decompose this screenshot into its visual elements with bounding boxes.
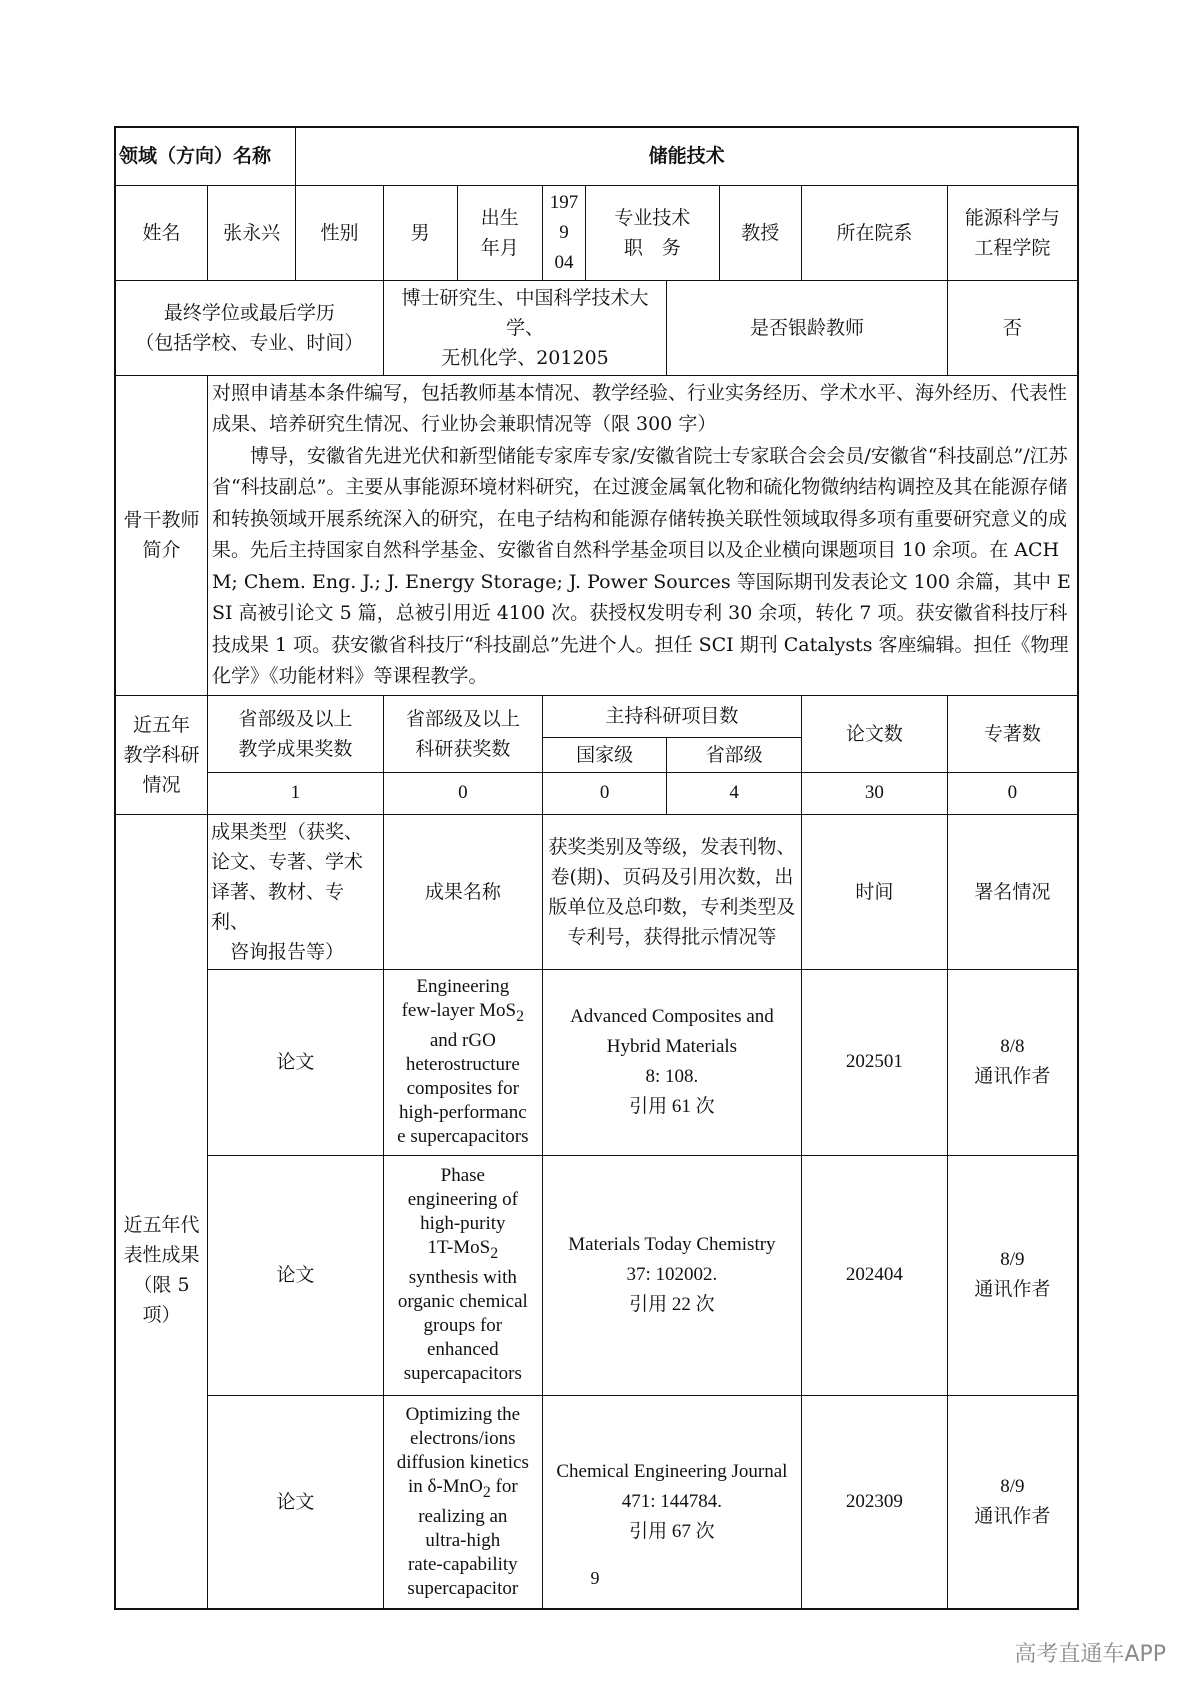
paper-count: 30: [801, 772, 947, 814]
projects-header: 主持科研项目数: [542, 695, 801, 737]
books-header: 专著数: [947, 695, 1078, 772]
profile-row: [115, 185, 1078, 280]
degree-value: 博士研究生、中国科学技术大学、 无机化学、201205: [383, 280, 667, 375]
achievement-detail: Advanced Composites and Hybrid Materials 8: 108. 引用 61 次: [542, 969, 801, 1155]
silver-teacher-value: 否: [947, 280, 1078, 375]
national-project-count: 0: [542, 772, 666, 814]
stats-label: 近五年 教学科研 情况: [115, 695, 207, 814]
title-value: 教授: [719, 185, 801, 280]
achievement-detail: Chemical Engineering Journal 471: 144784. 引用 67 次: [542, 1395, 801, 1609]
intro-row: [115, 375, 1078, 695]
name-label: 姓名: [115, 185, 207, 280]
field-label: 领域（方向）名称: [115, 127, 296, 185]
name-value: 张永兴: [207, 185, 295, 280]
gender-value: 男: [383, 185, 457, 280]
achievement-sign-header: 署名情况: [947, 814, 1078, 969]
silver-teacher-label: 是否银龄教师: [667, 280, 948, 375]
page-number: 9: [590, 1568, 600, 1588]
application-form-table: [114, 126, 1079, 1610]
achievements-header-row: [115, 814, 1078, 969]
intro-instruction: 对照申请基本条件编写，包括教师基本情况、教学经验、行业实务经历、学术水平、海外经历、代表性成果、培养研究生情况、行业协会兼职情况等（限 300 字）: [211, 381, 1067, 435]
title-label: 专业技术 职 务: [586, 185, 720, 280]
research-award-count: 0: [383, 772, 542, 814]
dept-value: 能源科学与 工程学院: [947, 185, 1078, 280]
achievement-time: 202501: [801, 969, 947, 1155]
achievement-sign: 8/9 通讯作者: [947, 1155, 1078, 1395]
book-count: 0: [947, 772, 1078, 814]
stats-header-row: [115, 695, 1078, 737]
achievement-sign: 8/9 通讯作者: [947, 1395, 1078, 1609]
achievement-row: [115, 1155, 1078, 1395]
achievement-name: Engineering few-layer MoS$_2$ and rGO heterostructure composites for high-performanc e supercapacitors: [383, 969, 542, 1155]
achievement-type: 论文: [207, 969, 383, 1155]
achievement-detail: Materials Today Chemistry 37: 102002. 引用 22 次: [542, 1155, 801, 1395]
provincial-header: 省部级: [667, 737, 802, 772]
stats-values-row: [115, 772, 1078, 814]
achievement-type: 论文: [207, 1155, 383, 1395]
achievement-name-header: 成果名称: [383, 814, 542, 969]
field-row: [115, 127, 1078, 185]
gender-label: 性别: [296, 185, 383, 280]
teaching-award-header: 省部级及以上 教学成果奖数: [207, 695, 383, 772]
provincial-project-count: 4: [667, 772, 802, 814]
national-header: 国家级: [542, 737, 666, 772]
achievement-type: 论文: [207, 1395, 383, 1609]
achievement-time: 202404: [801, 1155, 947, 1395]
research-award-header: 省部级及以上 科研获奖数: [383, 695, 542, 772]
degree-row: [115, 280, 1078, 375]
achievement-time-header: 时间: [801, 814, 947, 969]
birth-value: 1979 04: [542, 185, 585, 280]
achievements-label: 近五年代 表性成果 （限 5 项）: [115, 814, 207, 1609]
achievement-name: Phase engineering of high-purity 1T-MoS$_2$ synthesis with organic chemical groups for enhanced supercapacitors: [383, 1155, 542, 1395]
degree-label: 最终学位或最后学历 （包括学校、专业、时间）: [115, 280, 383, 375]
teaching-award-count: 1: [207, 772, 383, 814]
achievement-type-header: 成果类型（获奖、 论文、专著、学术 译著、教材、专利、 咨询报告等）: [207, 814, 383, 969]
dept-label: 所在院系: [801, 185, 947, 280]
intro-text: [207, 375, 1078, 695]
field-value: 储能技术: [296, 127, 1078, 185]
achievement-name: Optimizing the electrons/ions diffusion kinetics in δ-MnO$_2$ for realizing an ultra-high rate-capability supercapacitor: [383, 1395, 542, 1609]
achievement-sign: 8/8 通讯作者: [947, 969, 1078, 1155]
birth-label: 出生 年月: [457, 185, 542, 280]
intro-body: 博导，安徽省先进光伏和新型储能专家库专家/安徽省院士专家联合会会员/安徽省“科技副总”/江苏省“科技副总”。主要从事能源环境材料研究，在过渡金属氧化物和硫化物微纳结构调控及其在能源存储和转换领域开展系统深入的研究，在电子结构和能源存储转换关联性领域取得多项有重要研究意义的成果。先后主持国家自然科学基金、安徽省自然科学基金项目以及企业横向课题项目 10 余项。在 ACHM; Chem. Eng. J.; J. Energy Storage; J. Power Sources 等国际期刊发表论文 100 余篇，其中 ESI 高被引论文 5 篇，总被引用近 4100 次。获授权发明专利 30 余项，转化 7 项。获安徽省科技厅科技成果 1 项。获安徽省科技厅“科技副总”先进个人。担任 SCI 期刊 Catalysts 客座编辑。担任《物理化学》《功能材料》等课程教学。: [211, 444, 1071, 687]
achievement-detail-header: 获奖类别及等级，发表刊物、 卷(期)、页码及引用次数，出 版单位及总印数，专利类型及 专利号，获得批示情况等: [542, 814, 801, 969]
achievement-time: 202309: [801, 1395, 947, 1609]
papers-header: 论文数: [801, 695, 947, 772]
achievement-row: [115, 969, 1078, 1155]
intro-label: 骨干教师 简介: [115, 375, 207, 695]
watermark-text: 高考直通车APP: [1014, 1642, 1166, 1667]
